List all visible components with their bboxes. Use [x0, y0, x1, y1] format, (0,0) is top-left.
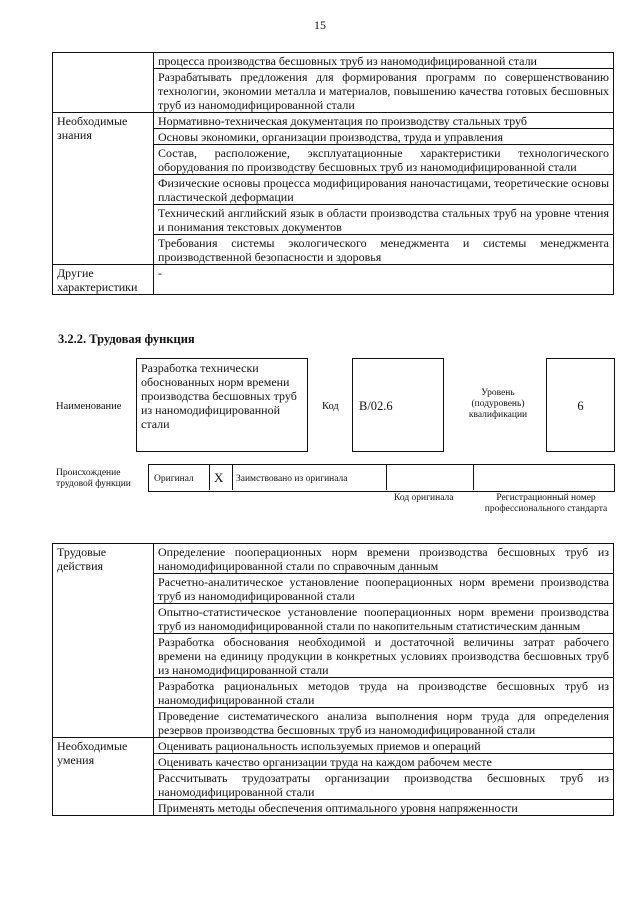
- table-cell: -: [154, 265, 614, 295]
- table-cell: Оценивать рациональность используемых приемов и операций: [154, 738, 614, 754]
- function-name-value: Разработка технически обоснованных норм времени производства бесшовных труб из наномодифицированной стали: [141, 361, 297, 431]
- table-cell: Рассчитывать трудозатраты организации производства бесшовных труб из наномодифицированной стали: [154, 770, 614, 800]
- labor-functions-table: [52, 543, 614, 816]
- table-cell: Разработка обоснования необходимой и достаточной величины затрат рабочего времени на единицу продукции в конкретных условиях производства бесшовных труб из наномодифицированной стали: [154, 634, 614, 678]
- origin-divider-1: [386, 464, 387, 490]
- code-original-label: Код оригинала: [394, 493, 454, 503]
- section-title: 3.2.2. Трудовая функция: [58, 332, 195, 346]
- table-cell: Проведение систематического анализа выполнения норм труда для определения резервов производства бесшовных труб из наномодифицированной стали: [154, 708, 614, 738]
- code-box: [352, 358, 444, 452]
- table-row: [53, 265, 614, 295]
- table-cell: Оценивать качество организации труда на каждом рабочем месте: [154, 754, 614, 770]
- level-box: [546, 358, 615, 452]
- table-category: [53, 53, 154, 113]
- function-name-box: [136, 358, 308, 452]
- table-row: [53, 738, 614, 754]
- table-row: [53, 53, 614, 69]
- knowledge-table: [52, 52, 614, 295]
- table-category: Необходимые умения: [53, 738, 154, 816]
- original-mark: X: [214, 470, 224, 485]
- level-label: Уровень (подуровень) квалификации: [468, 388, 528, 420]
- table-cell: Нормативно-техническая документация по производству стальных труб: [154, 113, 614, 129]
- table-cell: Физические основы процесса модифицирования наночастицами, теоретические основы пластической деформации: [154, 175, 614, 205]
- name-label: Наименование: [56, 401, 122, 412]
- table-row: [53, 544, 614, 574]
- code-label: Код: [322, 401, 339, 412]
- table-row: [53, 113, 614, 129]
- table-cell: Разрабатывать предложения для формирования программ по совершенствованию технологии, экономии металла и материалов, повышению качества готовых бесшовных труб из наномодифицированной стали: [154, 69, 614, 113]
- table-cell: Основы экономики, организации производства, труда и управления: [154, 129, 614, 145]
- table-category: Другие характеристики: [53, 265, 154, 295]
- table-cell: Расчетно-аналитическое установление пооперационных норм времени производства труб из наномодифицированной стали: [154, 574, 614, 604]
- original-label: Оригинал: [154, 474, 194, 484]
- reg-number-label: Регистрационный номер профессионального стандарта: [484, 493, 608, 514]
- table-cell: Разработка рациональных методов труда на производстве бесшовных труб из наномодифицированной стали: [154, 678, 614, 708]
- table-cell: Применять методы обеспечения оптимального уровня напряженности: [154, 800, 614, 816]
- table-category: Необходимые знания: [53, 113, 154, 265]
- borrowed-label: Заимствовано из оригинала: [236, 474, 348, 484]
- table-category: Трудовые действия: [53, 544, 154, 738]
- origin-label: Происхождение трудовой функции: [56, 468, 131, 489]
- table-cell: Определение пооперационных норм времени производства бесшовных труб из наномодифицированной стали по справочным данным: [154, 544, 614, 574]
- origin-divider-2: [473, 464, 474, 490]
- table-cell: Требования системы экологического менеджмента и системы менеджмента производственной безопасности и здоровья: [154, 235, 614, 265]
- level-value: 6: [577, 399, 584, 413]
- page-number: 15: [314, 18, 326, 32]
- table-cell: Состав, расположение, эксплуатационные характеристики технологического оборудования по производству бесшовных труб из наномодифицированной стали: [154, 145, 614, 175]
- table-cell: процесса производства бесшовных труб из наномодифицированной стали: [154, 53, 614, 69]
- code-value: B/02.6: [359, 399, 393, 413]
- table-cell: Опытно-статистическое установление пооперационных норм времени производства труб из наномодифицированной стали по накопительным статистическим данным: [154, 604, 614, 634]
- table-cell: Технический английский язык в области производства стальных труб на уровне чтения и понимания текстовых документов: [154, 205, 614, 235]
